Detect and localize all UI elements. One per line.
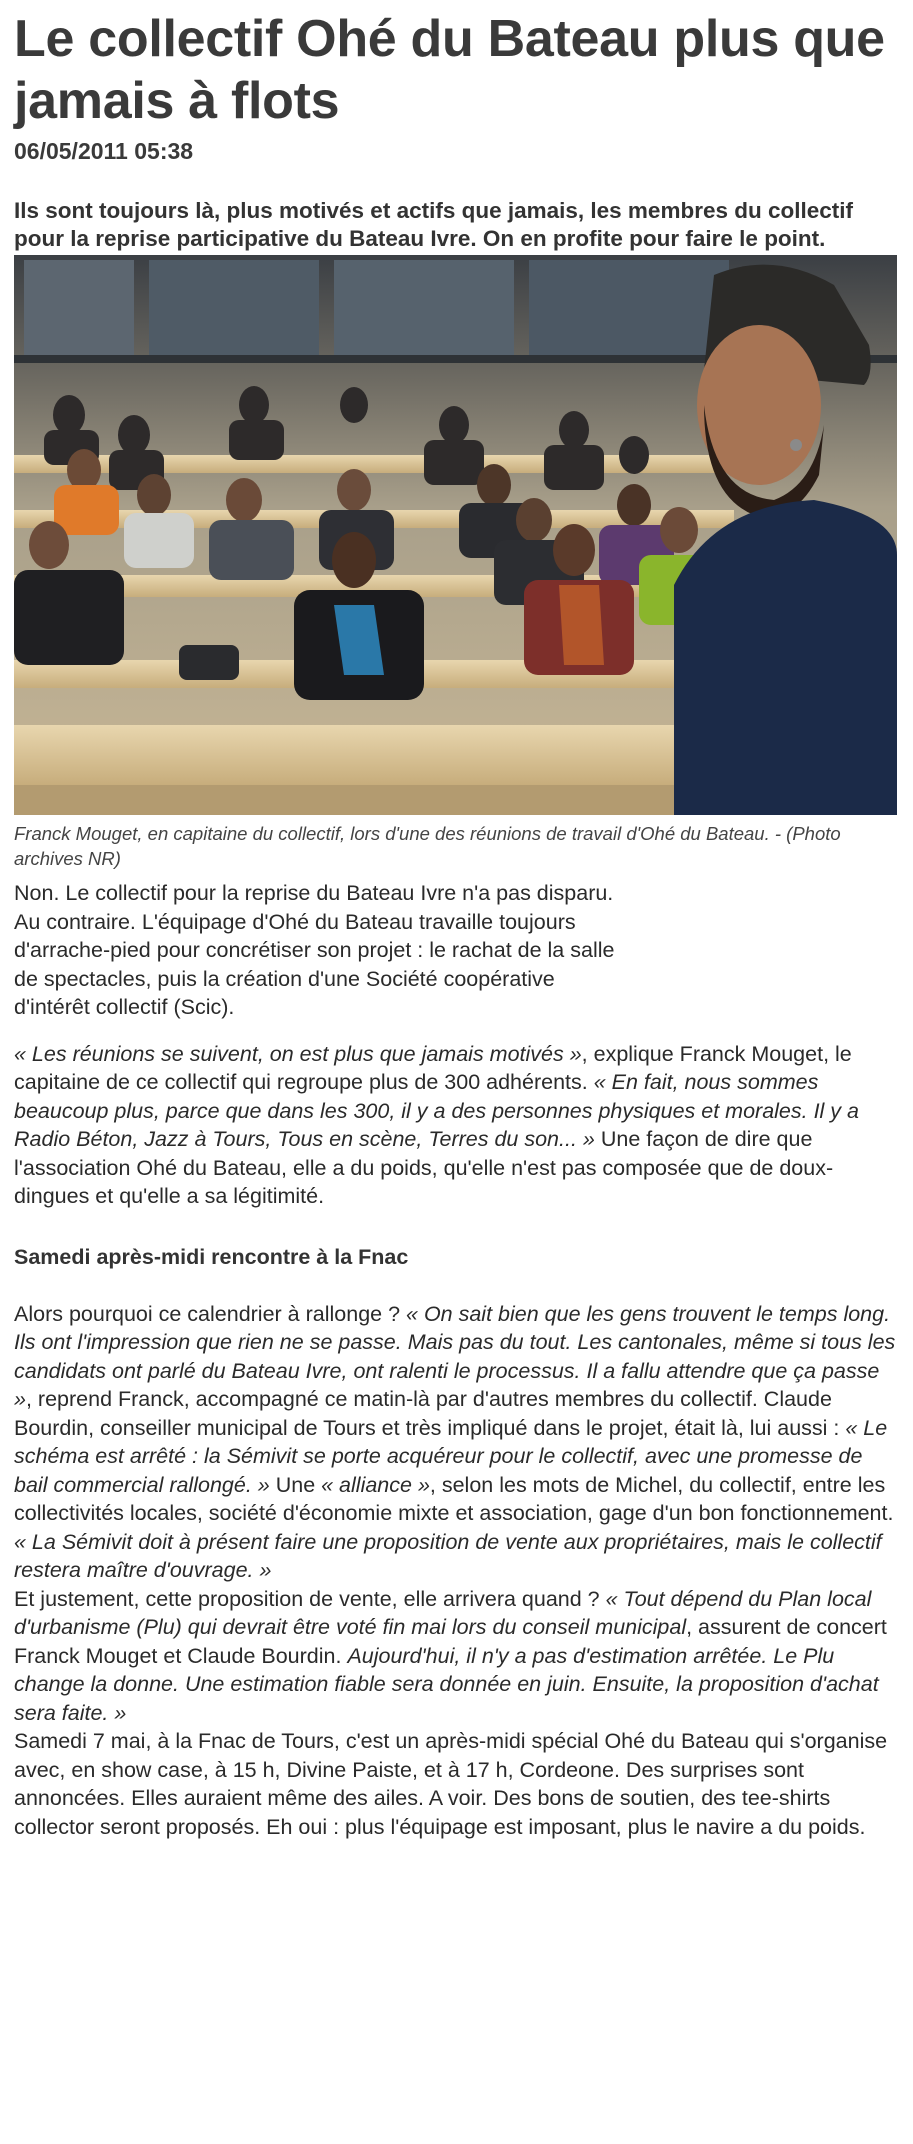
- quote: « Le schéma est arrêté : la Sémivit se porte acquéreur pour le collectif, avec une promesse de bail commercial rallongé. »: [14, 1415, 888, 1497]
- text: , assurent de concert Franck Mouget et Claude Bourdin.: [14, 1615, 887, 1668]
- subheading: Samedi après-midi rencontre à la Fnac: [14, 1244, 409, 1269]
- article: [14, 0, 899, 1841]
- quote: Aujourd'hui, il n'y a pas d'estimation arrêtée. Le Plu change la donne. Une estimation fiable sera donnée en juin. Ensuite, la proposition d'achat sera faite. »: [14, 1643, 879, 1725]
- photo-caption: Franck Mouget, en capitaine du collectif, lors d'une des réunions de travail d'Ohé du Bateau. - (Photo archives NR): [14, 823, 841, 869]
- paragraph-intro: Non. Le collectif pour la reprise du Bateau Ivre n'a pas disparu. Au contraire. L'équipage d'Ohé du Bateau travaille toujours d'arrache-pied pour concrétiser son projet : le rachat de la salle de spectacles, puis la création d'une Société coopérative d'intérêt collectif (Scic).: [14, 881, 615, 1019]
- article-photo: [14, 255, 897, 815]
- article-lead: Ils sont toujours là, plus motivés et actifs que jamais, les membres du collectif pour la reprise participative du Bateau Ivre. On en profite pour faire le point.: [14, 198, 853, 251]
- paragraph-reunions: [14, 1040, 899, 1211]
- text: Une façon de dire que l'association Ohé du Bateau, elle a du poids, qu'elle n'est pas composée que de doux-dingues et qu'elle a sa légitimité.: [14, 1127, 834, 1208]
- quote: « alliance »: [321, 1472, 430, 1497]
- text: , selon les mots de Michel, du collectif, entre les collectivités locales, société d'économie mixte et association, gage d'un bon fonctionnement.: [14, 1472, 894, 1525]
- text: Alors pourquoi ce calendrier à rallonge ?: [14, 1301, 407, 1326]
- paragraph-proposition: [14, 1585, 899, 1728]
- quote: « En fait, nous sommes beaucoup plus, parce que dans les 300, il y a des personnes physiques et morales. Il y a Radio Béton, Jazz à Tours, Tous en scène, Terres du son... »: [14, 1070, 859, 1151]
- quote: « La Sémivit doit à présent faire une proposition de vente aux propriétaires, mais le collectif restera maître d'ouvrage. »: [14, 1529, 882, 1582]
- article-title: Le collectif Ohé du Bateau plus que jamais à flots: [14, 10, 885, 130]
- text: , explique Franck Mouget, le capitaine de ce collectif qui regroupe plus de 300 adhérents.: [14, 1041, 852, 1094]
- quote: « Les réunions se suivent, on est plus que jamais motivés »: [14, 1041, 582, 1066]
- quote: « On sait bien que les gens trouvent le temps long. Ils ont l'impression que rien ne se passe. Mais pas du tout. Les cantonales, même si tous les candidats ont parlé du Bateau Ivre, ont ralenti le processus. Il a fallu attendre que ça passe »: [14, 1301, 896, 1411]
- paragraph-calendrier: [14, 1300, 899, 1585]
- quote: « Tout dépend du Plan local d'urbanisme (Plu) qui devrait être voté fin mai lors du conseil municipal: [14, 1586, 872, 1639]
- text: Une: [269, 1472, 322, 1497]
- article-date: 06/05/2011 05:38: [14, 138, 194, 164]
- paragraph-fnac: Samedi 7 mai, à la Fnac de Tours, c'est un après-midi spécial Ohé du Bateau qui s'organise avec, en show case, à 15 h, Divine Paiste, et à 17 h, Cordeone. Des surprises sont annoncées. Elles auraient même des ailes. A voir. Des bons de soutien, des tee-shirts collector seront proposés. Eh oui : plus l'équipage est imposant, plus le navire a du poids.: [14, 1729, 888, 1839]
- text: Et justement, cette proposition de vente, elle arrivera quand ?: [14, 1586, 606, 1611]
- text: , reprend Franck, accompagné ce matin-là par d'autres membres du collectif. Claude Bourdin, conseiller municipal de Tours et très impliqué dans le projet, était là, lui aussi :: [14, 1387, 846, 1440]
